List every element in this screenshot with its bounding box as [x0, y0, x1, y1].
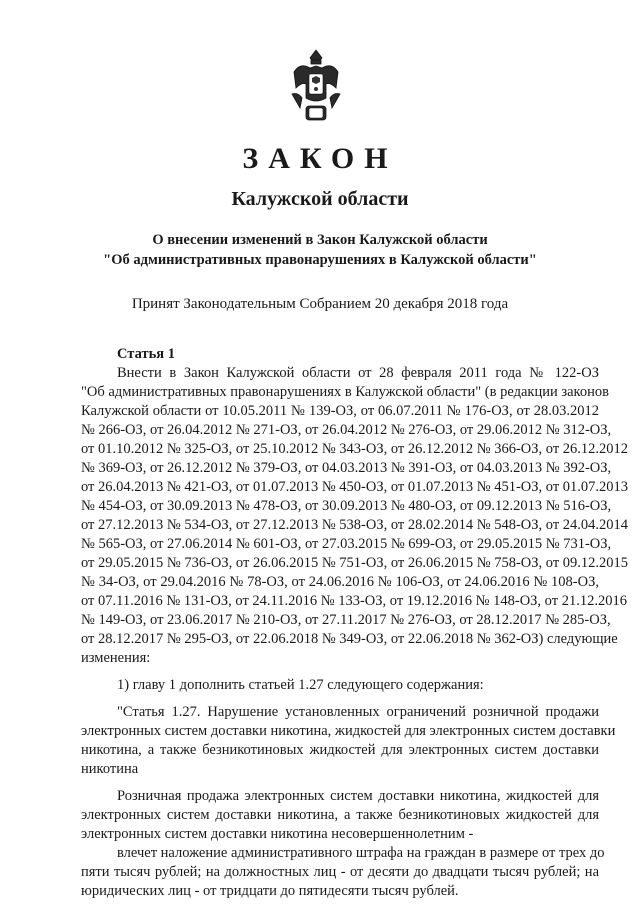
para1-line: № 454-ОЗ, от 30.09.2013 № 478-ОЗ, от 30.09.2013 № 480-ОЗ, от 09.12.2013 № 516-ОЗ, — [81, 498, 612, 514]
para1-line: "Об административных правонарушениях в Калужской области" (в редакции законов — [81, 384, 609, 400]
para1-line: от 27.12.2013 № 534-ОЗ, от 27.12.2013 № 538-ОЗ, от 28.02.2014 № 548-ОЗ, от 24.04.2014 — [81, 517, 629, 533]
para1-line: № 149-ОЗ, от 23.06.2017 № 210-ОЗ, от 27.11.2017 № 276-ОЗ, от 28.12.2017 № 285-ОЗ, — [81, 612, 611, 628]
para1-line: Внести в Закон Калужской области от 28 февраля 2011 года № 122-ОЗ — [117, 365, 599, 381]
para1-line: № 369-ОЗ, от 26.12.2012 № 379-ОЗ, от 04.03.2013 № 391-ОЗ, от 04.03.2013 № 392-ОЗ, — [81, 460, 612, 476]
coat-of-arms-emblem — [290, 48, 342, 126]
law-subject-line-1: О внесении изменений в Закон Калужской области — [152, 232, 488, 248]
document-title: ЗАКОН — [242, 142, 398, 175]
para1-line: от 26.04.2013 № 421-ОЗ, от 01.07.2013 № 450-ОЗ, от 01.07.2013 № 451-ОЗ, от 01.07.2013 — [81, 479, 629, 495]
para3-line: влечет наложение административного штрафа на граждан в размере от трех до — [117, 845, 605, 861]
para3-line: пяти тысяч рублей; на должностных лиц - от десяти до двадцати тысяч рублей; на — [81, 864, 599, 880]
law-subject-line-2: "Об административных правонарушениях в Калужской области" — [103, 252, 537, 268]
para1-line: от 29.05.2015 № 736-ОЗ, от 26.06.2015 № 751-ОЗ, от 26.06.2015 № 758-ОЗ, от 09.12.2015 — [81, 555, 629, 571]
document-body — [81, 345, 629, 901]
para1-line: № 266-ОЗ, от 26.04.2012 № 271-ОЗ, от 26.04.2012 № 276-ОЗ, от 29.06.2012 № 312-ОЗ, — [81, 422, 612, 438]
para1-line: изменения: — [81, 650, 151, 666]
quote-line: никотина — [81, 761, 139, 777]
para3-line: юридических лиц - от тридцати до пятидесяти тысяч рублей. — [81, 883, 459, 899]
para1-line: Калужской области от 10.05.2011 № 139-ОЗ, от 06.07.2011 № 176-ОЗ, от 28.03.2012 — [81, 403, 599, 419]
law-subject — [0, 230, 640, 270]
quote-line: электронных систем доставки никотина, жидкостей для электронных систем доставки — [81, 723, 616, 739]
item-1: 1) главу 1 дополнить статьей 1.27 следующего содержания: — [117, 677, 484, 693]
para1-line: от 28.12.2017 № 295-ОЗ, от 22.06.2018 № 349-ОЗ, от 22.06.2018 № 362-ОЗ) следующие — [81, 631, 618, 647]
document-subtitle: Калужской области — [231, 188, 409, 210]
para1-line: от 01.10.2012 № 325-ОЗ, от 25.10.2012 № 343-ОЗ, от 26.12.2012 № 366-ОЗ, от 26.12.2012 — [81, 441, 629, 457]
quote-line: "Статья 1.27. Нарушение установленных ограничений розничной продажи — [117, 704, 599, 720]
para1-line: № 34-ОЗ, от 29.04.2016 № 78-ОЗ, от 24.06.2016 № 106-ОЗ, от 24.06.2016 № 108-ОЗ, — [81, 574, 599, 590]
quote-line: никотина, а также безникотиновых жидкостей для электронных систем доставки — [81, 742, 599, 758]
para2-line: электронных систем доставки никотина, а также безникотиновых жидкостей для — [81, 807, 599, 823]
para2-line: электронных систем доставки никотина несовершеннолетним - — [81, 826, 474, 842]
para1-line: № 565-ОЗ, от 27.06.2014 № 601-ОЗ, от 27.03.2015 № 699-ОЗ, от 29.05.2015 № 731-ОЗ, — [81, 536, 612, 552]
adoption-note: Принят Законодательным Собранием 20 декабря 2018 года — [131, 296, 509, 312]
para2-line: Розничная продажа электронных систем доставки никотина, жидкостей для — [117, 788, 599, 804]
para1-line: от 07.11.2016 № 131-ОЗ, от 24.11.2016 № 133-ОЗ, от 19.12.2016 № 148-ОЗ, от 21.12.2016 — [81, 593, 627, 609]
article-heading: Статья 1 — [117, 346, 175, 362]
